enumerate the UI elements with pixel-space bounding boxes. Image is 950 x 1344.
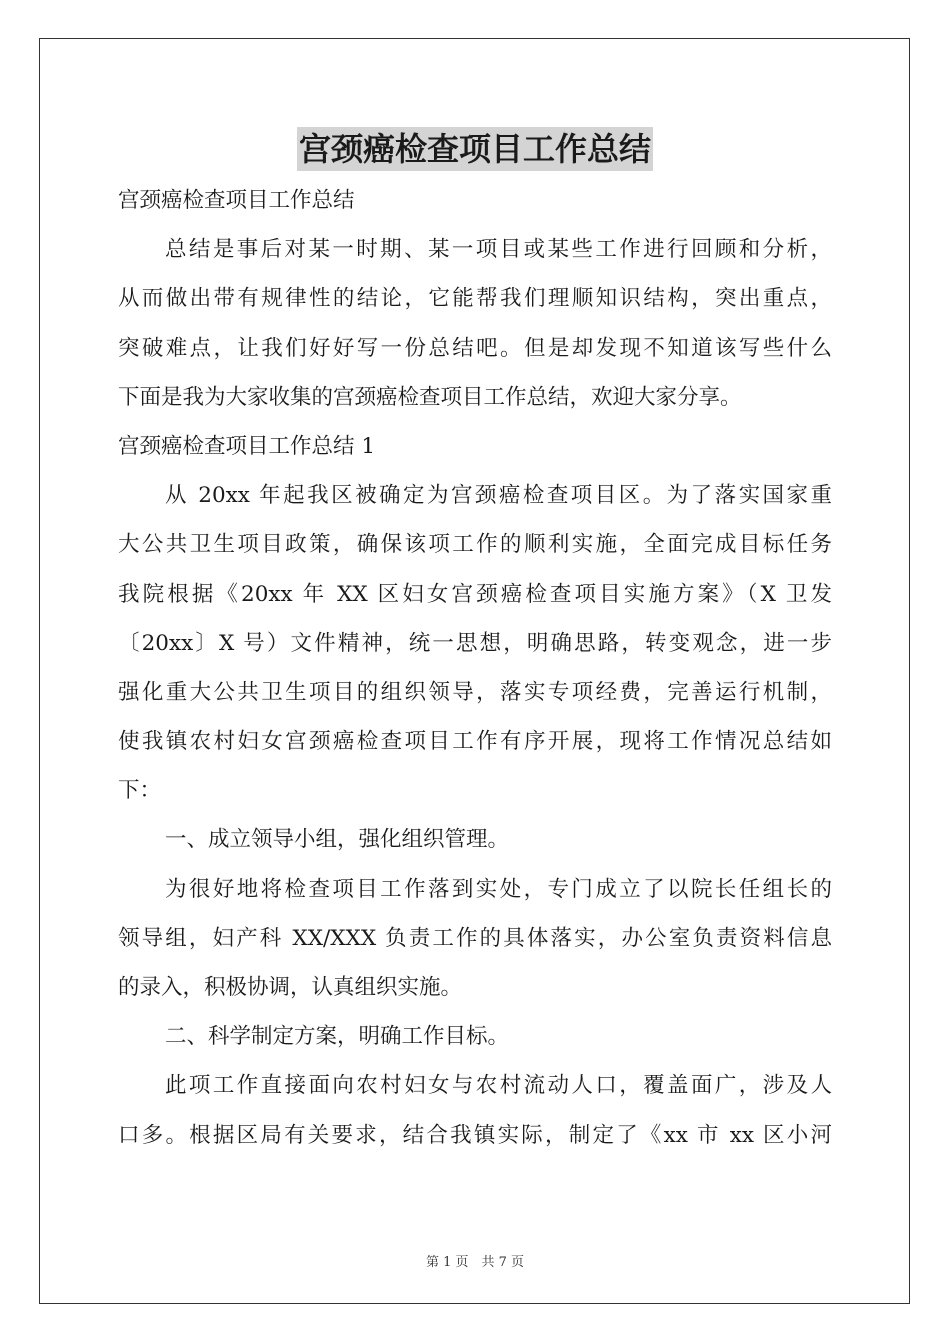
text-line: 下： (118, 778, 162, 804)
text-line: 为很好地将检查项目工作落到实处，专门成立了以院长任组长的 (165, 876, 832, 902)
text-line: 强化重大公共卫生项目的组织领导，落实专项经费，完善运行机制， (118, 679, 832, 705)
text-line: 一、成立领导小组，强化组织管理。 (165, 827, 510, 853)
text-line: 大公共卫生项目政策，确保该项工作的顺利实施，全面完成目标任务 (118, 532, 832, 558)
text-line: 使我镇农村妇女宫颈癌检查项目工作有序开展，现将工作情况总结如 (118, 729, 832, 755)
text-line: 宫颈癌检查项目工作总结 (118, 188, 355, 213)
text-line: 我院根据《20xx 年 XX 区妇女宫颈癌检查项目实施方案》（X 卫发 (118, 581, 832, 607)
text-line: 突破难点，让我们好好写一份总结吧。但是却发现不知道该写些什么 (118, 335, 832, 361)
text-line: 的录入，积极协调，认真组织实施。 (118, 975, 463, 1000)
document-title: 宫颈癌检查项目工作总结 (297, 127, 653, 171)
text-line: 从 20xx 年起我区被确定为宫颈癌检查项目区。为了落实国家重 (165, 483, 832, 509)
text-line: 总结是事后对某一时期、某一项目或某些工作进行回顾和分析， (165, 237, 832, 263)
title-container (0, 127, 950, 171)
text-line: 〔20xx〕X 号）文件精神，统一思想，明确思路，转变观念，进一步 (118, 630, 832, 656)
text-line: 宫颈癌检查项目工作总结 1 (118, 433, 376, 459)
text-line: 此项工作直接面向农村妇女与农村流动人口，覆盖面广，涉及人 (165, 1073, 832, 1099)
text-line: 领导组，妇产科 XX/XXX 负责工作的具体落实，办公室负责资料信息 (118, 925, 832, 951)
text-line: 下面是我为大家收集的宫颈癌检查项目工作总结，欢迎大家分享。 (118, 384, 742, 410)
document-body (118, 176, 832, 1160)
text-line: 口多。根据区局有关要求，结合我镇实际，制定了《xx 市 xx 区小河 (118, 1122, 832, 1148)
text-line: 二、科学制定方案，明确工作目标。 (165, 1024, 510, 1050)
page-footer: 第 1 页 共 7 页 (425, 1255, 525, 1270)
text-line: 从而做出带有规律性的结论，它能帮我们理顺知识结构，突出重点， (118, 286, 832, 312)
